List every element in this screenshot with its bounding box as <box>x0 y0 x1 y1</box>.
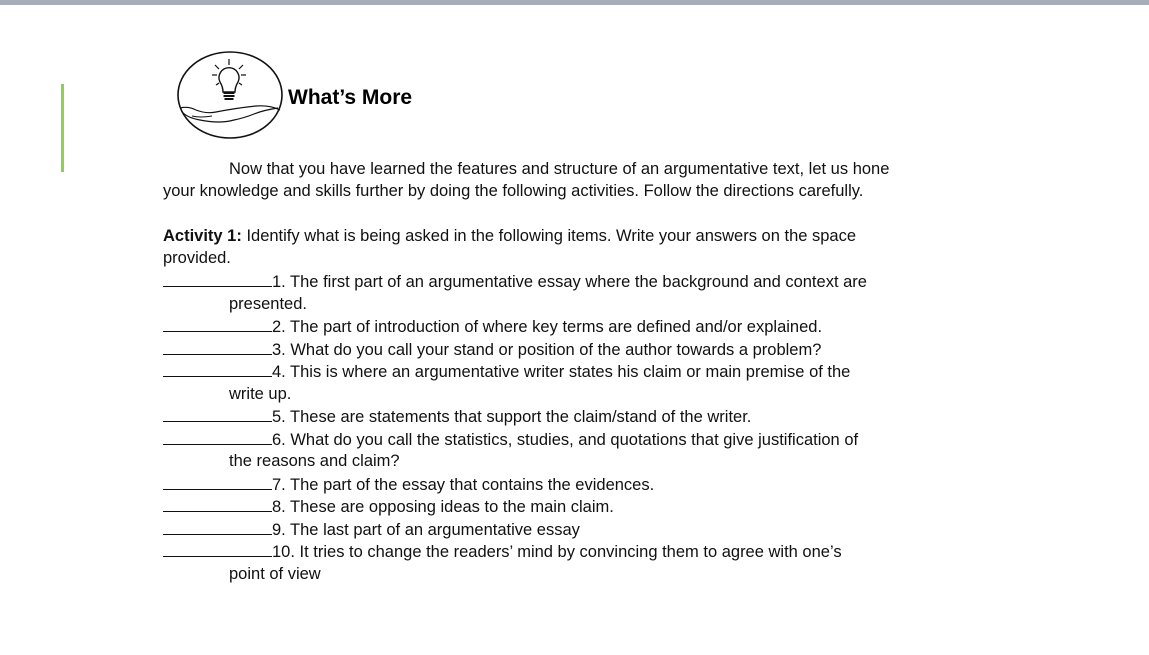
question-item: 10. It tries to change the readers’ mind by convincing them to agree with one’s <box>163 540 867 563</box>
question-item: 2. The part of introduction of where key terms are defined and/or explained. <box>163 315 867 338</box>
answer-blank[interactable] <box>163 540 272 557</box>
answer-blank[interactable] <box>163 405 272 422</box>
question-item: 6. What do you call the statistics, studies, and quotations that give justification of <box>163 428 867 451</box>
question-continuation: write up. <box>229 384 292 403</box>
section-title: What’s More <box>288 86 413 109</box>
question-continuation: the reasons and claim? <box>229 452 400 470</box>
activity-instruction-cont: provided. <box>163 249 231 267</box>
activity-instruction <box>163 225 856 248</box>
intro-line-1: Now that you have learned the features and structure of an argumentative text, let us hone <box>229 160 890 178</box>
answer-blank[interactable] <box>163 495 272 512</box>
intro-line-2: your knowledge and skills further by doing the following activities. Follow the directions carefully. <box>163 182 864 200</box>
question-item: 3. What do you call your stand or position of the author towards a problem? <box>163 338 867 361</box>
lightbulb-in-hand-icon <box>176 50 284 140</box>
question-item: 9. The last part of an argumentative essay <box>163 518 867 541</box>
top-bar <box>0 0 1149 5</box>
answer-blank[interactable] <box>163 270 272 287</box>
answer-blank[interactable] <box>163 428 272 445</box>
question-item: 8. These are opposing ideas to the main claim. <box>163 495 867 518</box>
answer-blank[interactable] <box>163 315 272 332</box>
question-continuation: presented. <box>229 294 307 313</box>
activity-label: Activity 1: <box>163 227 242 245</box>
question-item: 1. The first part of an argumentative essay where the background and context are <box>163 270 867 293</box>
question-item: 7. The part of the essay that contains the evidences. <box>163 473 867 496</box>
activity-instruction-text: Identify what is being asked in the following items. Write your answers on the space <box>241 227 857 245</box>
answer-blank[interactable] <box>163 518 272 535</box>
question-item: 4. This is where an argumentative writer states his claim or main premise of the <box>163 360 867 383</box>
answer-blank[interactable] <box>163 338 272 355</box>
question-item: 5. These are statements that support the claim/stand of the writer. <box>163 405 867 428</box>
answer-blank[interactable] <box>163 360 272 377</box>
question-list <box>163 270 867 585</box>
accent-line <box>61 84 64 172</box>
question-continuation: point of view <box>229 564 321 583</box>
answer-blank[interactable] <box>163 473 272 490</box>
